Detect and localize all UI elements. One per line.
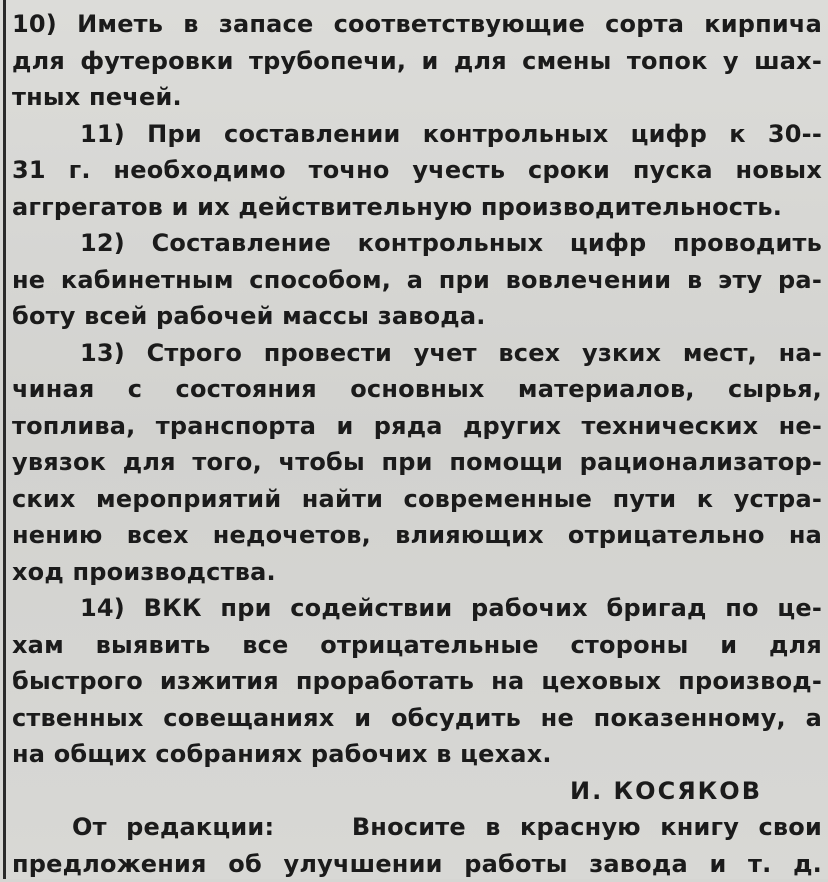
item-13-line-2: чиная с состояния основных материалов, сырья, <box>12 371 822 408</box>
item-11 <box>12 116 822 226</box>
item-14-line-2: хам выявить все отрицательные стороны и для <box>12 627 822 664</box>
item-10 <box>12 6 822 116</box>
item-10-line-2: для футеровки трубопечи, и для смены топок у шах- <box>12 43 822 80</box>
item-11-line-2: 31 г. необходимо точно учесть сроки пуска новых <box>12 152 822 189</box>
editor-note-text-1: Вносите в красную книгу свои <box>352 813 822 841</box>
item-12-line-1: 12) Составление контрольных цифр проводить <box>12 225 822 262</box>
editor-note-label: От редакции: <box>72 813 274 841</box>
editor-note <box>12 809 822 882</box>
item-12 <box>12 225 822 335</box>
author-signature: И. КОСЯКОВ <box>12 773 822 810</box>
item-13-line-5: ских мероприятий найти современные пути к устра- <box>12 481 822 518</box>
item-12-line-3: боту всей рабочей массы завода. <box>12 298 822 335</box>
article-body <box>12 6 822 882</box>
item-13-line-1: 13) Строго провести учет всех узких мест, на- <box>12 335 822 372</box>
item-11-line-3: аггрегатов и их действительную производительность. <box>12 189 822 226</box>
item-10-line-3: тных печей. <box>12 79 822 116</box>
item-14 <box>12 590 822 773</box>
item-14-line-4: ственных совещаниях и обсудить не показенному, а <box>12 700 822 737</box>
column-rule <box>3 0 6 879</box>
item-14-line-5: на общих собраниях рабочих в цехах. <box>12 736 822 773</box>
item-11-line-1: 11) При составлении контрольных цифр к 30-- <box>12 116 822 153</box>
item-14-line-3: быстрого изжития проработать на цеховых производ- <box>12 663 822 700</box>
item-13 <box>12 335 822 591</box>
item-13-line-3: топлива, транспорта и ряда других технических не- <box>12 408 822 445</box>
editor-note-line-1 <box>12 809 822 846</box>
item-10-line-1: 10) Иметь в запасе соответствующие сорта кирпича <box>12 6 822 43</box>
item-14-line-1: 14) ВКК при содействии рабочих бригад по це- <box>12 590 822 627</box>
item-13-line-7: ход производства. <box>12 554 822 591</box>
item-12-line-2: не кабинетным способом, а при вовлечении в эту ра- <box>12 262 822 299</box>
item-13-line-4: увязок для того, чтобы при помощи рационализатор- <box>12 444 822 481</box>
item-13-line-6: нению всех недочетов, влияющих отрицательно на <box>12 517 822 554</box>
editor-note-line-2: предложения об улучшении работы завода и т. д. <box>12 846 822 882</box>
